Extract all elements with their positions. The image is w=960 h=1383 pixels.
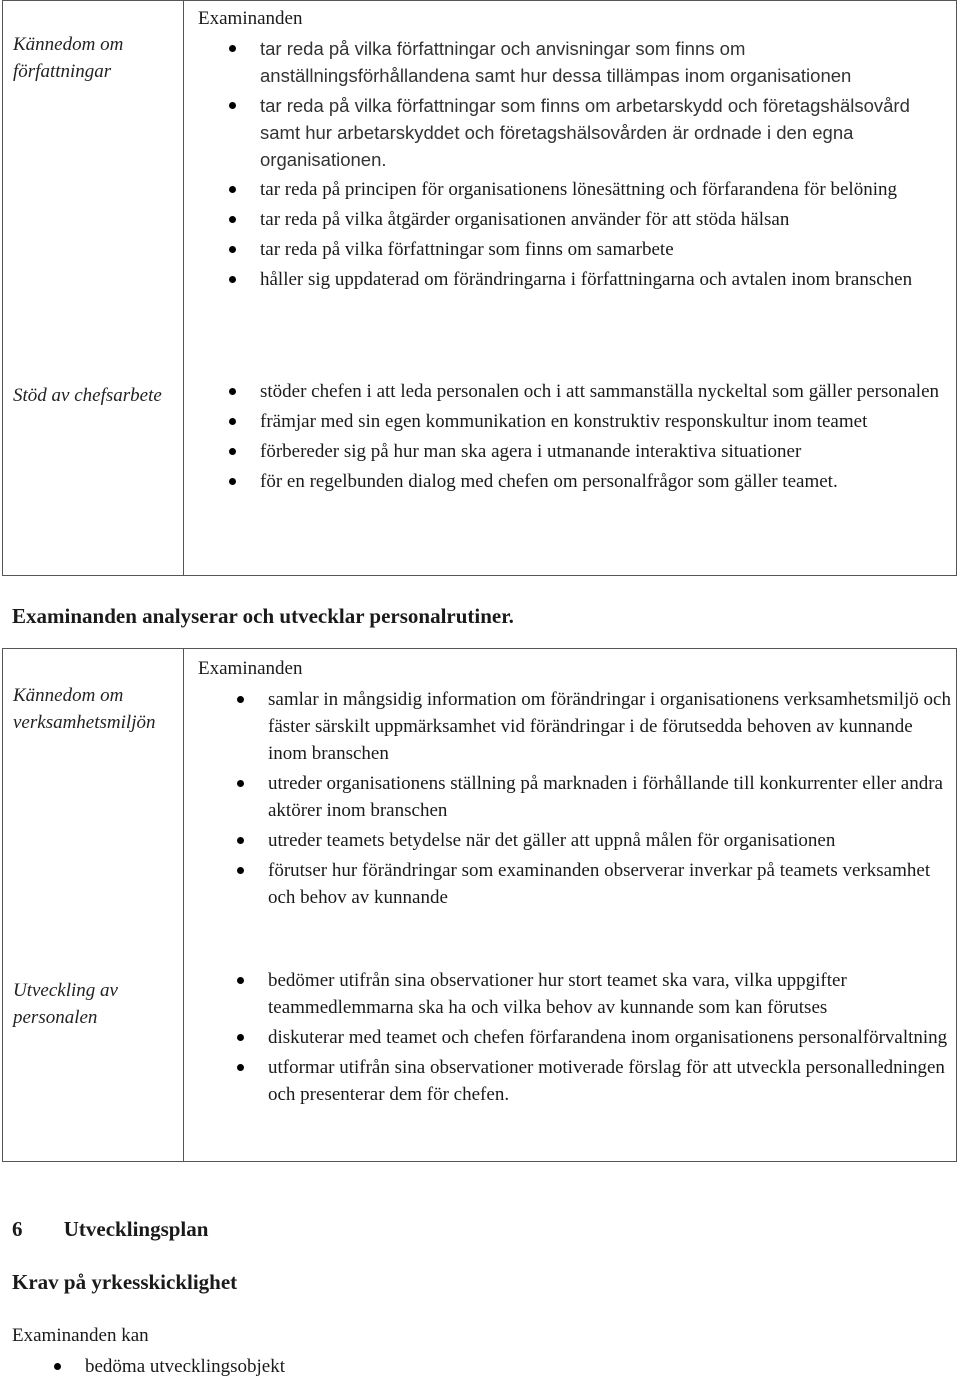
- list-item: tar reda på vilka författningar som finns om samarbete: [260, 236, 940, 263]
- examinee-heading: Examinanden: [198, 8, 303, 29]
- criteria-table-1: [2, 0, 957, 576]
- list-item: förbereder sig på hur man ska agera i utmanande interaktiva situationer: [260, 438, 940, 465]
- list-item: tar reda på vilka författningar och anvisningar som finns om anställningsförhållandena samt hur dessa tillämpas inom organisationen: [260, 35, 940, 89]
- bullet-list-chefsarbete: [260, 378, 940, 498]
- list-item: bedöma utvecklingsobjekt: [85, 1353, 685, 1380]
- list-item: håller sig uppdaterad om förändringarna i författningarna och avtalen inom branschen: [260, 266, 940, 293]
- list-item: stöder chefen i att leda personalen och i att sammanställa nyckeltal som gäller personalen: [260, 378, 940, 405]
- row-label-stod-chefsarbete: Stöd av chefsarbete: [13, 385, 162, 406]
- list-item: utreder organisationens ställning på marknaden i förhållande till konkurrenter eller andra aktörer inom branschen: [268, 770, 953, 824]
- list-item: tar reda på vilka åtgärder organisationen använder för att stöda hälsan: [260, 206, 940, 233]
- chapter-number: 6: [12, 1217, 23, 1241]
- intro-text: Examinanden kan: [12, 1325, 149, 1346]
- subheading: Krav på yrkesskicklighet: [12, 1270, 238, 1294]
- criteria-table-2: [2, 648, 957, 1162]
- bullet-list-verksamhetsmiljo: [268, 686, 953, 914]
- row-label-utveckling-personalen: Utveckling av personalen: [13, 980, 118, 1028]
- list-item: bedömer utifrån sina observationer hur stort teamet ska vara, vilka uppgifter teammedlemmarna ska ha och vilka behov av kunnande som kan förutses: [268, 967, 953, 1021]
- list-item: främjar med sin egen kommunikation en konstruktiv responskultur inom teamet: [260, 408, 940, 435]
- list-item: för en regelbunden dialog med chefen om personalfrågor som gäller teamet.: [260, 468, 940, 495]
- bullet-list-bottom: [85, 1353, 685, 1383]
- column-divider: [183, 1, 184, 575]
- row-label-kannedom-verksamhetsmiljon: Kännedom om verksamhetsmiljön: [13, 685, 156, 733]
- list-item: samlar in mångsidig information om förändringar i organisationens verksamhetsmiljö och fäster särskilt uppmärksamhet vid förändringar i de förutsedda behoven av kunnande inom branschen: [268, 686, 953, 767]
- section-heading: Examinanden analyserar och utvecklar personalrutiner.: [12, 604, 514, 628]
- list-item: förutser hur förändringar som examinanden observerar inverkar på teamets verksamhet och behov av kunnande: [268, 857, 953, 911]
- chapter-title: Utvecklingsplan: [63, 1217, 209, 1241]
- list-item: diskuterar med teamet och chefen förfarandena inom organisationens personalförvaltning: [268, 1024, 953, 1051]
- bullet-list-forfattningar: [260, 35, 940, 296]
- row-label-kannedom-forfattningar: Kännedom om författningar: [13, 34, 124, 82]
- column-divider: [183, 649, 184, 1161]
- bullet-list-utveckling: [268, 967, 953, 1111]
- list-item: utreder teamets betydelse när det gäller att uppnå målen för organisationen: [268, 827, 953, 854]
- list-item: tar reda på principen för organisationens lönesättning och förfarandena för belöning: [260, 176, 940, 203]
- list-item: utformar utifrån sina observationer motiverade förslag för att utveckla personalledningen och presenterar dem för chefen.: [268, 1054, 953, 1108]
- list-item: tar reda på vilka författningar som finns om arbetarskydd och företagshälsovård samt hur arbetarskyddet och företagshälsovården är ordnade i den egna organisationen.: [260, 92, 940, 173]
- examinee-heading: Examinanden: [198, 658, 303, 679]
- chapter-heading: [12, 1217, 208, 1242]
